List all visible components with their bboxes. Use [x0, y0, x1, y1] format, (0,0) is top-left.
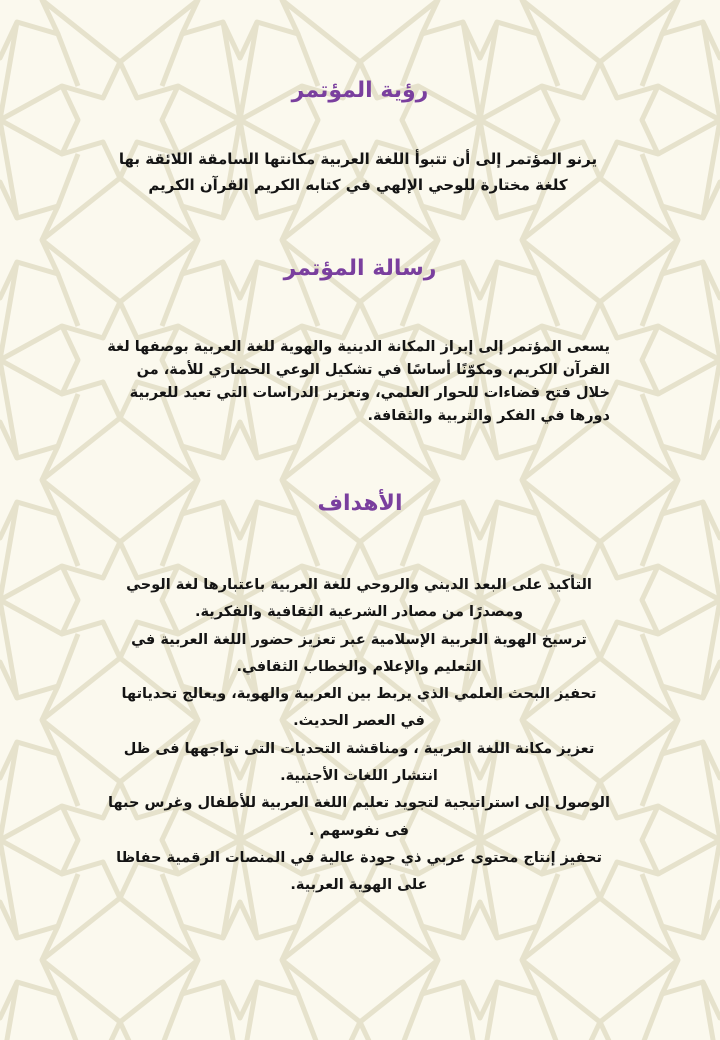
vision-line: كلغة مختارة للوحي الإلهي في كتابه الكريم القرآن الكريم: [148, 176, 568, 194]
vision-line: يرنو المؤتمر إلى أن تتبوأ اللغة العربية مكانتها السامقة اللائقة بها: [118, 150, 598, 168]
goal-line: ترسيخ الهوية العربية الإسلامية عبر تعزيز حضور اللغة العربية في: [131, 631, 587, 648]
mission-line: القرآن الكريم، ومكوّنًا أساسًا في تشكيل الوعي الحضاري للأمة، من: [136, 362, 610, 378]
goal-line: تعزيز مكانة اللغة العربية ، ومناقشة التحديات التى تواجهها فى ظل: [123, 740, 595, 757]
mission-title: رسالة المؤتمر: [283, 256, 437, 281]
goal-line: تحفيز إنتاج محتوى عربي ذي جودة عالية في المنصات الرقمية حفاظا: [116, 849, 602, 866]
mission-line: دورها في الفكر والتربية والثقافة.: [367, 408, 610, 424]
goal-line: تحفيز البحث العلمي الذي يربط بين العربية والهوية، ويعالج تحدياتها: [121, 686, 597, 703]
mission-line: يسعى المؤتمر إلى إبراز المكانة الدينية والهوية للغة العربية بوصفها لغة: [107, 339, 610, 355]
goal-line: على الهوية العربية.: [290, 877, 428, 894]
goals-list: [94, 572, 624, 900]
vision-title: رؤية المؤتمر: [291, 78, 429, 103]
vision-paragraph: [88, 146, 628, 198]
mission-line: خلال فتح فضاءات للحوار العلمي، وتعزيز الدراسات التي تعيد للعربية: [129, 385, 610, 401]
goal-line: فى نفوسهم .: [309, 822, 409, 839]
goal-line: التعليم والإعلام والخطاب الثقافي.: [236, 658, 482, 675]
goal-line: التأكيد على البعد الديني والروحي للغة العربية باعتبارها لغة الوحي: [126, 577, 592, 593]
mission-paragraph: [100, 336, 610, 428]
goal-line: ومصدرًا من مصادر الشرعية الثقافية والفكرية.: [194, 604, 524, 621]
goals-title: الأهداف: [317, 491, 403, 516]
goal-line: في العصر الحديث.: [293, 713, 425, 730]
goal-line: الوصول إلى استراتيجية لتجويد تعليم اللغة العربية للأطفال وغرس حبها: [108, 795, 610, 812]
goal-line: انتشار اللغات الأجنبية.: [280, 768, 438, 785]
